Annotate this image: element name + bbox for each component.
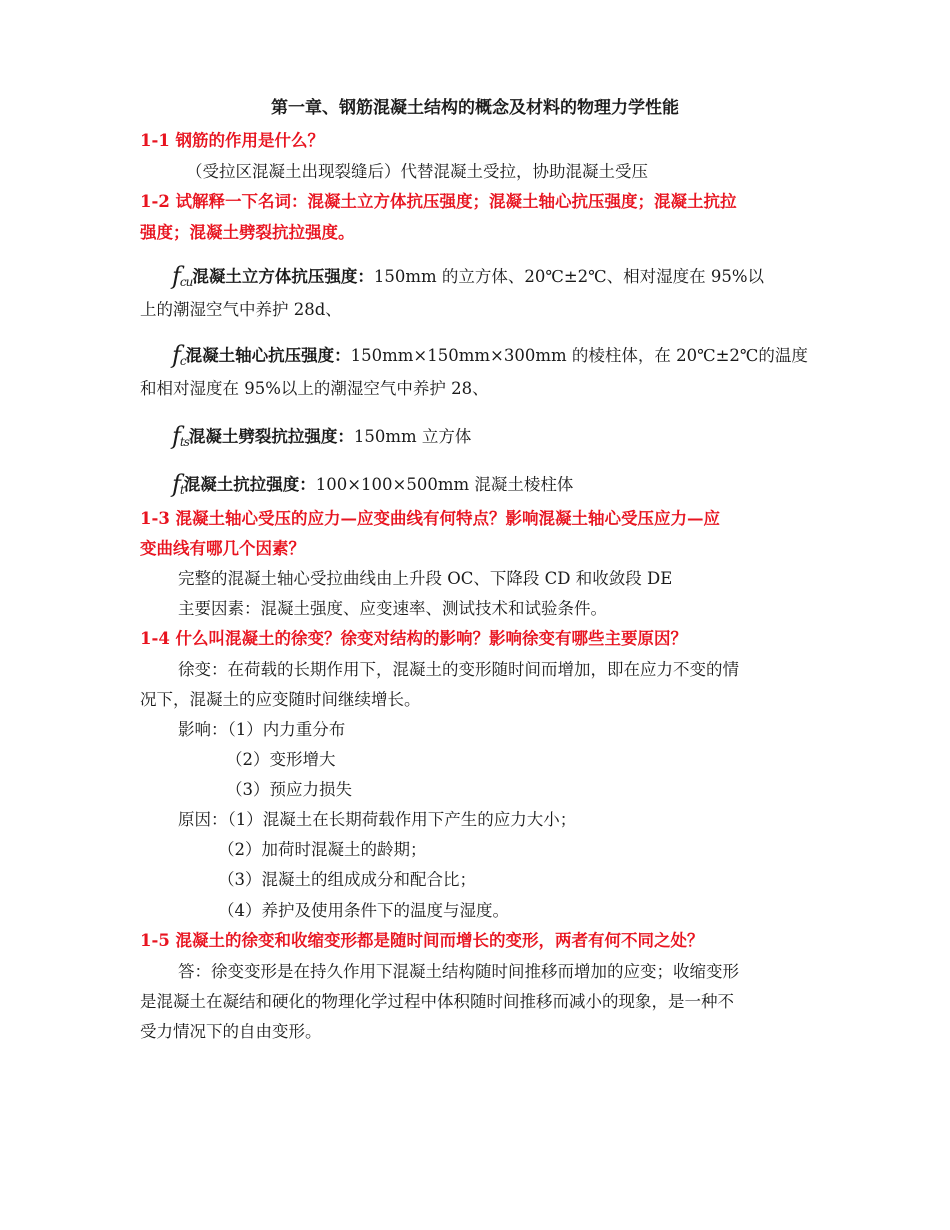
symbol-fc: $f_c$ xyxy=(172,341,186,369)
question-1-3-line1: 1-3 混凝土轴心受压的应力—应变曲线有何特点？影响混凝土轴心受压应力—应 xyxy=(140,509,721,528)
text-fcu: 150mm 的立方体、20℃±2℃、相对湿度在 95%以 xyxy=(373,267,765,286)
question-1-3-line2: 变曲线有哪几个因素？ xyxy=(140,539,305,558)
definition-ft xyxy=(172,470,574,501)
cause-item: 原因：（1）混凝土在长期荷载作用下产生的应力大小； xyxy=(178,810,577,829)
definition-fcu xyxy=(172,262,765,293)
term-ft: 混凝土抗拉强度： xyxy=(183,475,316,494)
creep-definition-line2: 况下，混凝土的应变随时间继续增长。 xyxy=(140,690,421,709)
question-1-5: 1-5 混凝土的徐变和收缩变形都是随时间而增长的变形，两者有何不同之处？ xyxy=(140,931,704,950)
effect-item: （3）预应力损失 xyxy=(226,780,352,799)
term-fts: 混凝土劈裂抗拉强度： xyxy=(188,427,354,446)
question-1-1: 1-1 钢筋的作用是什么？ xyxy=(140,131,325,150)
question-1-2-line1: 1-2 试解释一下名词：混凝土立方体抗压强度；混凝土轴心抗压强度；混凝土抗拉 xyxy=(140,192,737,211)
answer-1-5-line1: 答：徐变变形是在持久作用下混凝土结构随时间推移而增加的应变；收缩变形 xyxy=(178,962,739,981)
answer-1-5-line3: 受力情况下的自由变形。 xyxy=(140,1022,322,1041)
symbol-fts: $f_{ts}$ xyxy=(172,422,189,450)
definition-fc-cont: 和相对湿度在 95%以上的潮湿空气中养护 28、 xyxy=(140,379,489,398)
text-fts: 150mm 立方体 xyxy=(353,427,472,446)
answer-1-3-line1: 完整的混凝土轴心受拉曲线由上升段 OC、下降段 CD 和收敛段 DE xyxy=(178,569,673,588)
symbol-fcu: $f_{cu}$ xyxy=(172,262,193,290)
answer-1-3-line2: 主要因素：混凝土强度、应变速率、测试技术和试验条件。 xyxy=(178,599,607,618)
chapter-title: 第一章、钢筋混凝土结构的概念及材料的物理力学性能 xyxy=(271,98,679,118)
answer-1-5-line2: 是混凝土在凝结和硬化的物理化学过程中体积随时间推移而减小的现象，是一种不 xyxy=(140,992,734,1011)
answer-1-1: （受拉区混凝土出现裂缝后）代替混凝土受拉，协助混凝土受压 xyxy=(186,162,648,181)
question-1-4: 1-4 什么叫混凝土的徐变？徐变对结构的影响？影响徐变有哪些主要原因？ xyxy=(140,629,688,648)
creep-definition-line1: 徐变：在荷载的长期作用下，混凝土的变形随时间而增加，即在应力不变的情 xyxy=(178,660,739,679)
definition-fts xyxy=(172,422,472,453)
definition-fc xyxy=(172,341,808,372)
cause-item: （2）加荷时混凝土的龄期； xyxy=(218,840,427,859)
effect-item: 影响：（1）内力重分布 xyxy=(178,720,346,739)
cause-item: （3）混凝土的组成成分和配合比； xyxy=(218,870,476,889)
question-1-2-line2: 强度；混凝土劈裂抗拉强度。 xyxy=(140,223,355,242)
text-ft: 100×100×500mm 混凝土棱柱体 xyxy=(315,475,574,494)
symbol-ft: $f_t$ xyxy=(172,470,184,498)
text-fc: 150mm×150mm×300mm 的棱柱体，在 20℃±2℃的温度 xyxy=(350,346,808,365)
cause-item: （4）养护及使用条件下的温度与湿度。 xyxy=(218,901,509,920)
effect-item: （2）变形增大 xyxy=(226,750,336,769)
definition-fcu-cont: 上的潮湿空气中养护 28d、 xyxy=(140,300,342,319)
term-fcu: 混凝土立方体抗压强度： xyxy=(192,267,374,286)
term-fc: 混凝土轴心抗压强度： xyxy=(185,346,351,365)
